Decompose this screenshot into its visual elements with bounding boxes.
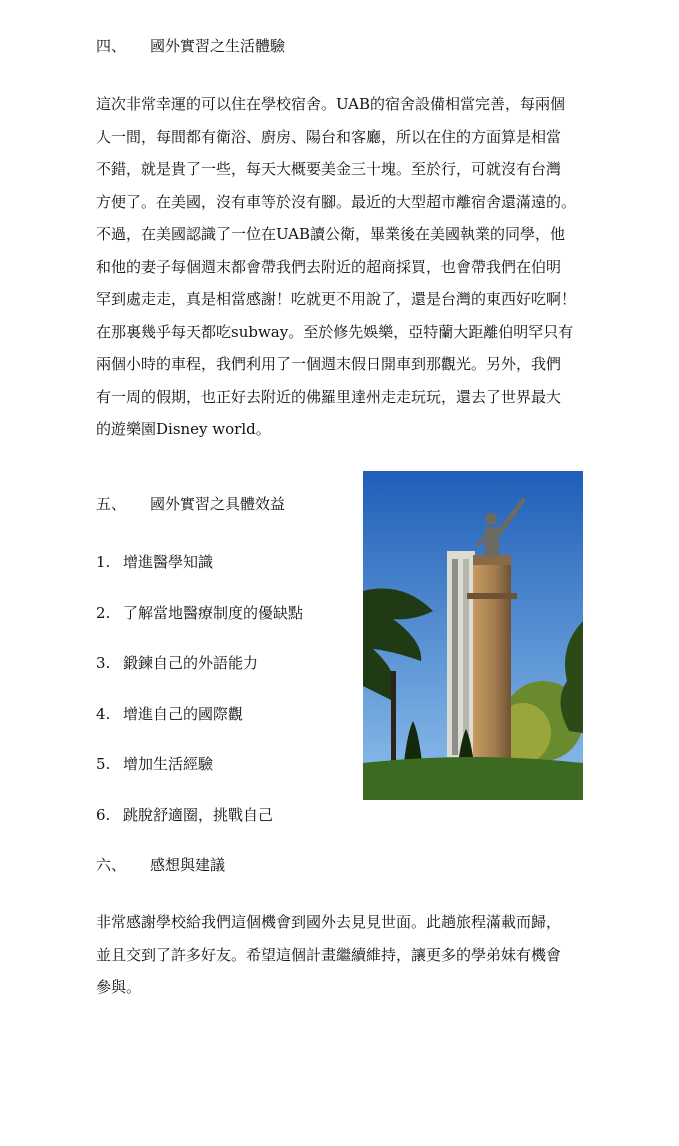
section-6-number: 六、	[96, 856, 127, 874]
section-6-title: 感想與建議	[150, 856, 226, 874]
list-item	[96, 752, 303, 803]
list-item-number: 1.	[96, 553, 111, 571]
section-5-heading	[96, 494, 285, 514]
section-4-heading	[96, 36, 285, 56]
statue-head	[485, 513, 497, 525]
list-item-number: 2.	[96, 603, 111, 622]
paragraph-line: 的遊樂園Disney world。	[96, 420, 271, 438]
list-item-text: 了解當地醫療制度的優缺點	[123, 603, 304, 622]
list-item-number: 5.	[96, 755, 111, 773]
paragraph-line: 非常感謝學校給我們這個機會到國外去見見世面。此趟旅程滿載而歸，	[96, 913, 562, 931]
benefits-list	[96, 550, 303, 853]
section-6-paragraph	[96, 906, 588, 1004]
tower-statue-photo	[363, 471, 583, 800]
paragraph-line: 人一間，每間都有衛浴、廚房、陽台和客廳，所以在住的方面算是相當	[96, 127, 562, 146]
observation-deck	[467, 593, 517, 599]
elevator-shaft	[447, 551, 475, 761]
paragraph-line: 在那裏幾乎每天都吃subway。至於修先娛樂，亞特蘭大距離伯明罕只有	[96, 322, 574, 341]
list-item	[96, 550, 303, 601]
list-item	[96, 601, 303, 652]
elevator-window	[463, 559, 469, 755]
section-4-number: 四、	[96, 37, 127, 55]
paragraph-line: 有一周的假期，也正好去附近的佛羅里達州走走玩玩，還去了世界最大	[96, 387, 562, 406]
section-5-title: 國外實習之具體效益	[150, 495, 286, 513]
paragraph-line: 並且交到了許多好友。希望這個計畫繼續維持，讓更多的學弟妹有機會	[96, 945, 562, 964]
paragraph-line: 參與。	[96, 978, 142, 996]
list-item	[96, 803, 303, 854]
section-4-title: 國外實習之生活體驗	[150, 37, 286, 55]
list-item-text: 增進自己的國際觀	[123, 704, 244, 723]
paragraph-line: 和他的妻子每個週末都會帶我們去附近的超商採買，也會帶我們在伯明	[96, 257, 562, 276]
list-item-text: 增進醫學知識	[123, 553, 214, 571]
paragraph-line: 方便了。在美國，沒有車等於沒有腳。最近的大型超市離宿舍還滿遠的。	[96, 192, 577, 211]
elevator-window	[452, 559, 458, 755]
grass-lawn	[363, 757, 583, 800]
paragraph-line: 罕到處走走，真是相當感謝！吃就更不用說了，還是台灣的東西好吃啊！	[96, 290, 577, 308]
list-item-text: 增加生活經驗	[123, 755, 214, 773]
paragraph-line: 不錯，就是貴了一些，每天大概要美金三十塊。至於行，可就沒有台灣	[96, 160, 562, 178]
list-item-number: 4.	[96, 704, 111, 723]
list-item-number: 3.	[96, 654, 111, 672]
list-item-text: 跳脫舒適圈，挑戰自己	[123, 805, 274, 824]
paragraph-line: 不過，在美國認識了一位在UAB讀公衛，畢業後在美國執業的同學，他	[96, 225, 566, 243]
tower-photo-illustration	[363, 471, 583, 800]
list-item-text: 鍛鍊自己的外語能力	[123, 654, 259, 672]
section-4-paragraph	[96, 88, 588, 446]
list-item-number: 6.	[96, 805, 111, 824]
section-6-heading	[96, 855, 225, 875]
list-item	[96, 702, 303, 753]
paragraph-line: 兩個小時的車程，我們利用了一個週末假日開車到那觀光。另外，我們	[96, 355, 562, 373]
list-item	[96, 651, 303, 702]
statue-body	[485, 527, 499, 557]
paragraph-line: 這次非常幸運的可以住在學校宿舍。UAB的宿舍設備相當完善，每兩個	[96, 95, 566, 113]
section-5-number: 五、	[96, 495, 127, 513]
